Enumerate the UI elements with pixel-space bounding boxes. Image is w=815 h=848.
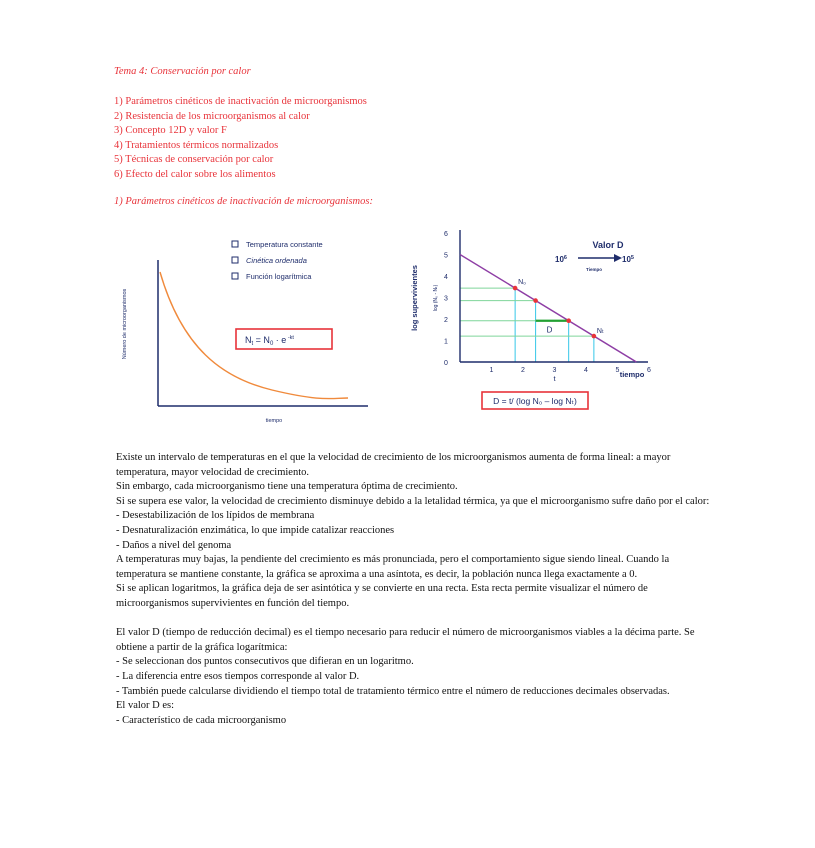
- y-tick-label: 0: [444, 360, 448, 367]
- paragraph-line: - Se seleccionan dos puntos consecutivos que difieran en un logaritmo.: [116, 656, 414, 668]
- toc-item: 6) Efecto del calor sobre los alimentos: [114, 168, 276, 180]
- t-label: t: [553, 374, 556, 383]
- paragraph-line: - También puede calcularse dividiendo el tiempo total de tratamiento térmico entre el número de reducciones decimales observadas.: [116, 685, 670, 697]
- time-sublabel: Tiempo: [586, 267, 602, 272]
- power-from: $10^6$: [555, 255, 567, 264]
- data-point: [566, 318, 571, 323]
- paragraph-line: Sin embargo, cada microorganismo tiene una temperatura óptima de crecimiento.: [116, 481, 458, 493]
- data-point: [513, 286, 518, 291]
- y-tick-label: 1: [444, 338, 448, 346]
- power-to: $10^5$: [622, 255, 634, 264]
- paragraph-line: - La diferencia entre esos tiempos corresponde al valor D.: [116, 670, 360, 682]
- paragraph-line: - Desestabilización de los lípidos de membrana: [116, 510, 315, 522]
- guide-lines: [460, 288, 594, 362]
- y-tick-label: 3: [444, 295, 448, 303]
- d-formula: D = t/ (log N₀ – log Nₜ): [493, 396, 577, 406]
- y-tick-label: 4: [444, 274, 448, 281]
- paragraph-line: El valor D es:: [116, 700, 175, 712]
- page-title: Tema 4: Conservación por calor: [114, 66, 251, 77]
- paragraph-line: Si se supera ese valor, la velocidad de crecimiento disminuye debido a la letalidad térmica, ya que el microorganismo sufre daño por el calor:: [116, 495, 710, 507]
- body-text: [116, 451, 716, 728]
- paragraph-line: El valor D (tiempo de reducción decimal) es el tiempo necesario para reducir el número de microorganismos viables a la décima parte. Se obtiene a partir de la gráfica logarítmica:: [116, 627, 695, 653]
- checkbox-icon: [232, 273, 238, 279]
- y-axis-label: log supervivientes: [410, 265, 419, 331]
- paragraph-line: A temperaturas muy bajas, la pendiente del crecimiento es más pronunciada, pero el comportamiento sigue siendo lineal. Cuando la temperatura se mantiene constante, la gráfica se aproxima a una asíntota, es decir, la población nunca llega exactamente a 0.: [116, 554, 670, 580]
- paragraph-line: Si se aplican logaritmos, la gráfica deja de ser asintótica y se convierte en una recta. Esta recta permite visualizar el número de microorganismos supervivientes en función del tiempo.: [116, 583, 648, 609]
- legend-item: Cinética ordenada: [246, 256, 307, 265]
- y-axis-sublabel: log (N₀ - Nₜ): [433, 284, 439, 312]
- paragraph-line: Existe un intervalo de temperaturas en el que la velocidad de crecimiento de los microorganismos aumenta de forma lineal: a mayor temperatura, mayor velocidad de crecimiento.: [116, 452, 671, 478]
- paragraph-line: - Daños a nivel del genoma: [116, 539, 232, 551]
- nt-label: Nₜ: [596, 328, 604, 336]
- d-label: D: [546, 325, 553, 335]
- data-point: [592, 334, 597, 339]
- x-tick-label: 2: [521, 367, 525, 374]
- toc-item: 2) Resistencia de los microorganismos al calor: [114, 110, 310, 122]
- survival-curve-figure: [112, 228, 382, 428]
- toc-item: 4) Tratamientos térmicos normalizados: [114, 139, 279, 151]
- spacer: [116, 612, 716, 627]
- x-tick-label: 5: [615, 367, 620, 374]
- y-axis-label: Número de microorganismos: [122, 288, 128, 360]
- x-axis-label: tiempo: [265, 418, 283, 424]
- data-point: [533, 298, 538, 303]
- x-axis-label: tiempo: [619, 370, 645, 379]
- x-tick-label: 3: [552, 367, 557, 374]
- y-tick-label: 5: [444, 252, 448, 260]
- x-tick-label: 4: [584, 367, 588, 374]
- x-tick-label: 6: [647, 367, 651, 374]
- legend-item: Temperatura constante: [246, 240, 323, 249]
- log-survival-figure: [400, 222, 670, 418]
- formula: $N_t = N_0 \cdot e$ $^{-kt}$: [245, 335, 294, 347]
- toc-item: 1) Parámetros cinéticos de inactivación de microorganismos: [114, 96, 367, 107]
- paragraph-line: - Desnaturalización enzimática, lo que impide catalizar reacciones: [116, 524, 395, 536]
- section-heading: 1) Parámetros cinéticos de inactivación de microorganismos:: [114, 196, 373, 207]
- valor-d-title: Valor D: [592, 240, 624, 250]
- n0-label: N₀: [518, 279, 527, 287]
- legend: [232, 240, 323, 281]
- toc-item: 3) Concepto 12D y valor F: [114, 125, 227, 137]
- y-tick-label: 6: [444, 231, 448, 238]
- regression-line: [460, 255, 636, 363]
- x-tick-label: 1: [489, 367, 494, 374]
- checkbox-icon: [232, 241, 238, 247]
- valor-d-box: [555, 240, 634, 272]
- y-tick-label: 2: [444, 317, 448, 324]
- checkbox-icon: [232, 257, 238, 263]
- paragraph-line: - Característico de cada microorganismo: [116, 714, 287, 726]
- legend-item: Función logarítmica: [246, 272, 312, 281]
- toc-item: 5) Técnicas de conservación por calor: [114, 154, 274, 166]
- table-of-contents: [114, 95, 367, 183]
- arrow-right-icon: [614, 254, 622, 262]
